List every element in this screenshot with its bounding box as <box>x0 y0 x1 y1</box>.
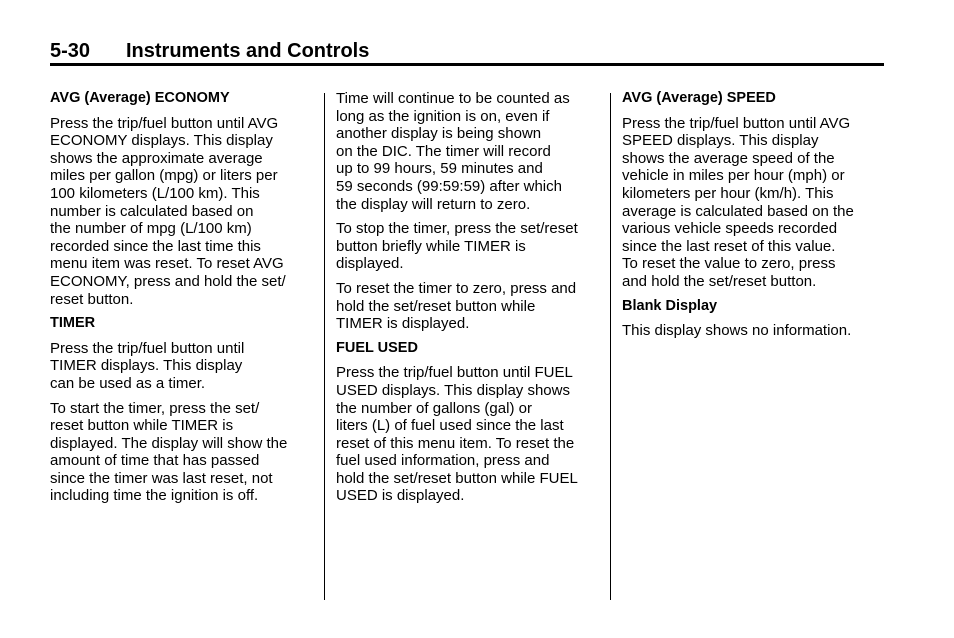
column-3 <box>622 90 880 347</box>
heading-avg-economy: AVG (Average) ECONOMY <box>50 90 230 106</box>
column-divider <box>610 93 611 600</box>
paragraph: Press the trip/fuel button until FUEL USED displays. This display shows the number of gallons (gal) or liters (L) of fuel used since the last reset of this menu item. To reset the fuel used information, press and hold the set/reset button while FUEL USED is displayed. <box>336 364 578 505</box>
paragraph: To stop the timer, press the set/reset button briefly while TIMER is displayed. <box>336 220 578 273</box>
header-rule <box>50 63 884 66</box>
paragraph: Press the trip/fuel button until AVG SPEED displays. This display shows the average speed of the vehicle in miles per hour (mph) or kilometers per hour (km/h). This average is calculated based on the various vehicle speeds recorded since the last reset of this value. To reset the value to zero, press and hold the set/reset button. <box>622 114 854 290</box>
column-1 <box>50 90 308 512</box>
heading-avg-speed: AVG (Average) SPEED <box>622 90 776 106</box>
column-2 <box>336 90 594 512</box>
column-divider <box>324 93 325 600</box>
paragraph: To start the timer, press the set/ reset button while TIMER is displayed. The display will show the amount of time that has passed since the timer was last reset, not including time the ignition is off. <box>50 399 288 505</box>
paragraph: To reset the timer to zero, press and hold the set/reset button while TIMER is displayed. <box>336 279 577 333</box>
heading-fuel-used: FUEL USED <box>336 339 418 356</box>
paragraph: Press the trip/fuel button until AVG ECONOMY displays. This display shows the approximate average miles per gallon (mpg) or liters per 100 kilometers (L/100 km). This number is calculated based on the number of mpg (L/100 km) recorded since the last time this menu item was reset. To reset AVG ECONOMY, press and hold the set/ reset button. <box>50 114 286 308</box>
paragraph: This display shows no information. <box>622 322 852 340</box>
page-header <box>50 38 884 64</box>
section-title: Instruments and Controls <box>126 40 370 62</box>
paragraph: Time will continue to be counted as long as the ignition is on, even if another display is being shown on the DIC. The timer will record up to 99 hours, 59 minutes and 59 seconds (99:59:59) after which the display will return to zero. <box>336 90 570 213</box>
heading-blank-display: Blank Display <box>622 297 718 314</box>
paragraph: Press the trip/fuel button until TIMER displays. This display can be used as a timer. <box>50 339 245 392</box>
heading-timer: TIMER <box>50 315 96 332</box>
page-number: 5-30 <box>50 40 91 62</box>
